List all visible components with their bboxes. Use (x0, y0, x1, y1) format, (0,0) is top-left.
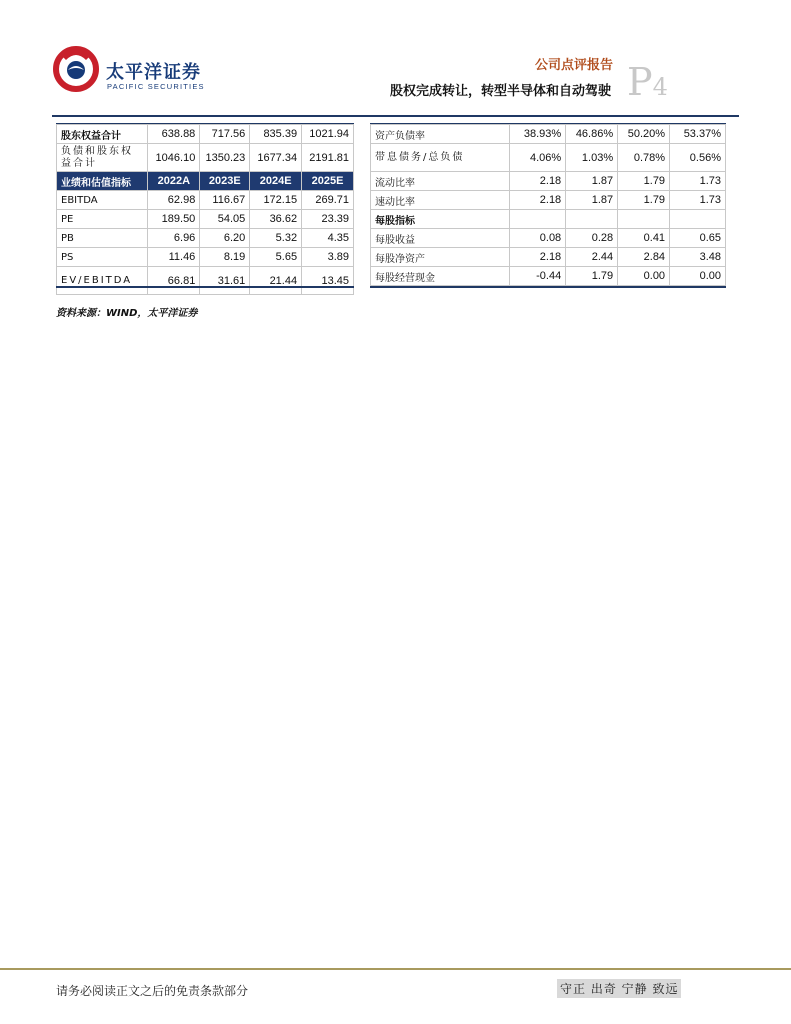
ratio-cell (670, 210, 726, 229)
valuation-cell: 8.19 (200, 248, 250, 267)
ratio-row-label: 资产负债率 (371, 125, 510, 144)
ratio-row-label: 每股净资产 (371, 248, 510, 267)
valuation-row-label: EBITDA (57, 191, 148, 210)
valuation-row-label: 股东权益合计 (57, 125, 148, 144)
company-logo (52, 42, 232, 98)
page-header (0, 0, 791, 120)
ratio-cell: 2.44 (566, 248, 618, 267)
table-row (57, 248, 354, 267)
page-number-mark (627, 62, 668, 107)
valuation-cell: 4.35 (302, 229, 354, 248)
table-row (371, 191, 726, 210)
valuation-cell: 2024E (250, 172, 302, 191)
report-type: 公司点评报告 (534, 58, 613, 73)
ratio-cell: 0.56% (670, 144, 726, 172)
table-row (371, 229, 726, 248)
ratio-cell: 1.73 (670, 172, 726, 191)
ratio-cell (618, 210, 670, 229)
ratio-row-label: 每股收益 (371, 229, 510, 248)
ratio-cell: 4.06% (510, 144, 566, 172)
logo-english-name: PACIFIC SECURITIES (107, 82, 205, 91)
report-title: 股权完成转让，转型半导体和自动驾驶 (389, 84, 611, 99)
table-row (57, 191, 354, 210)
valuation-cell: 3.89 (302, 248, 354, 267)
table-row (371, 248, 726, 267)
page-letter: P (627, 60, 653, 104)
valuation-cell: 5.65 (250, 248, 302, 267)
ratio-table-body (371, 125, 726, 286)
table-row (371, 267, 726, 286)
ratio-cell: 50.20% (618, 125, 670, 144)
ratio-cell: 46.86% (566, 125, 618, 144)
valuation-cell: 5.32 (250, 229, 302, 248)
ratio-cell: 0.28 (566, 229, 618, 248)
table-row (57, 144, 354, 172)
valuation-table-body (57, 125, 354, 295)
valuation-row-label: 业绩和估值指标 (57, 172, 148, 191)
ratio-cell: 1.79 (618, 172, 670, 191)
ratio-cell: 38.93% (510, 125, 566, 144)
valuation-table (56, 124, 354, 295)
ratio-cell: 0.78% (618, 144, 670, 172)
logo-emblem-icon (52, 42, 100, 94)
table-row (371, 144, 726, 172)
ratio-cell: 0.08 (510, 229, 566, 248)
valuation-cell: 6.20 (200, 229, 250, 248)
valuation-cell: 2023E (200, 172, 250, 191)
ratio-cell: 2.18 (510, 172, 566, 191)
valuation-cell: 1021.94 (302, 125, 354, 144)
valuation-cell: 172.15 (250, 191, 302, 210)
table-row (57, 172, 354, 191)
ratio-cell: 3.48 (670, 248, 726, 267)
valuation-cell: 2191.81 (302, 144, 354, 172)
table-row (371, 125, 726, 144)
footer-divider (0, 968, 791, 970)
table-row (57, 125, 354, 144)
valuation-cell: 116.67 (200, 191, 250, 210)
table-row (57, 229, 354, 248)
ratio-cell: 1.73 (670, 191, 726, 210)
ratio-cell: 1.79 (566, 267, 618, 286)
valuation-cell: 1350.23 (200, 144, 250, 172)
valuation-cell: 62.98 (148, 191, 200, 210)
ratio-row-label: 速动比率 (371, 191, 510, 210)
valuation-cell: 11.46 (148, 248, 200, 267)
valuation-cell: 189.50 (148, 210, 200, 229)
valuation-row-label: PS (57, 248, 148, 267)
ratio-cell: 53.37% (670, 125, 726, 144)
valuation-row-label: PB (57, 229, 148, 248)
logo-chinese-name: 太平洋证券 (106, 62, 201, 83)
table-row (371, 210, 726, 229)
ratio-cell: 0.65 (670, 229, 726, 248)
valuation-row-label: PE (57, 210, 148, 229)
ratio-cell: 0.00 (618, 267, 670, 286)
page-number: 4 (652, 73, 668, 101)
valuation-cell: 6.96 (148, 229, 200, 248)
footer-disclaimer: 请务必阅读正文之后的免责条款部分 (56, 984, 249, 998)
ratio-cell: 2.18 (510, 191, 566, 210)
valuation-cell: 13.45 (302, 267, 354, 295)
source-note: 资料来源：WIND，太平洋证券 (56, 308, 198, 319)
valuation-cell: 36.62 (250, 210, 302, 229)
ratio-cell: 1.03% (566, 144, 618, 172)
ratio-cell: 2.18 (510, 248, 566, 267)
ratio-cell (566, 210, 618, 229)
ratio-cell: 1.87 (566, 191, 618, 210)
ratio-row-label: 流动比率 (371, 172, 510, 191)
header-divider (52, 115, 739, 117)
valuation-cell: 21.44 (250, 267, 302, 295)
valuation-cell: 2025E (302, 172, 354, 191)
valuation-cell: 638.88 (148, 125, 200, 144)
valuation-row-label: EV/EBITDA (57, 267, 148, 295)
ratio-cell: 0.41 (618, 229, 670, 248)
valuation-cell: 1677.34 (250, 144, 302, 172)
valuation-cell: 835.39 (250, 125, 302, 144)
valuation-cell: 269.71 (302, 191, 354, 210)
valuation-cell: 717.56 (200, 125, 250, 144)
valuation-cell: 2022A (148, 172, 200, 191)
ratio-row-label: 每股经营现金 (371, 267, 510, 286)
footer-motto: 守正 出奇 宁静 致远 (557, 979, 681, 998)
valuation-row-label: 负债和股东权益合计 (57, 144, 148, 172)
valuation-cell: 23.39 (302, 210, 354, 229)
ratio-row-label: 每股指标 (371, 210, 510, 229)
table-row (57, 210, 354, 229)
table-row (57, 267, 354, 295)
table-row (371, 172, 726, 191)
ratio-cell: 2.84 (618, 248, 670, 267)
ratio-table (370, 124, 726, 286)
valuation-cell: 1046.10 (148, 144, 200, 172)
ratio-cell: 1.79 (618, 191, 670, 210)
ratio-cell (510, 210, 566, 229)
valuation-cell: 66.81 (148, 267, 200, 295)
valuation-cell: 31.61 (200, 267, 250, 295)
ratio-cell: 1.87 (566, 172, 618, 191)
valuation-cell: 54.05 (200, 210, 250, 229)
ratio-row-label: 带息债务/总负债 (371, 144, 510, 172)
right-table-bottom-rule (370, 286, 726, 288)
left-table-bottom-rule (56, 286, 354, 288)
ratio-cell: -0.44 (510, 267, 566, 286)
ratio-cell: 0.00 (670, 267, 726, 286)
